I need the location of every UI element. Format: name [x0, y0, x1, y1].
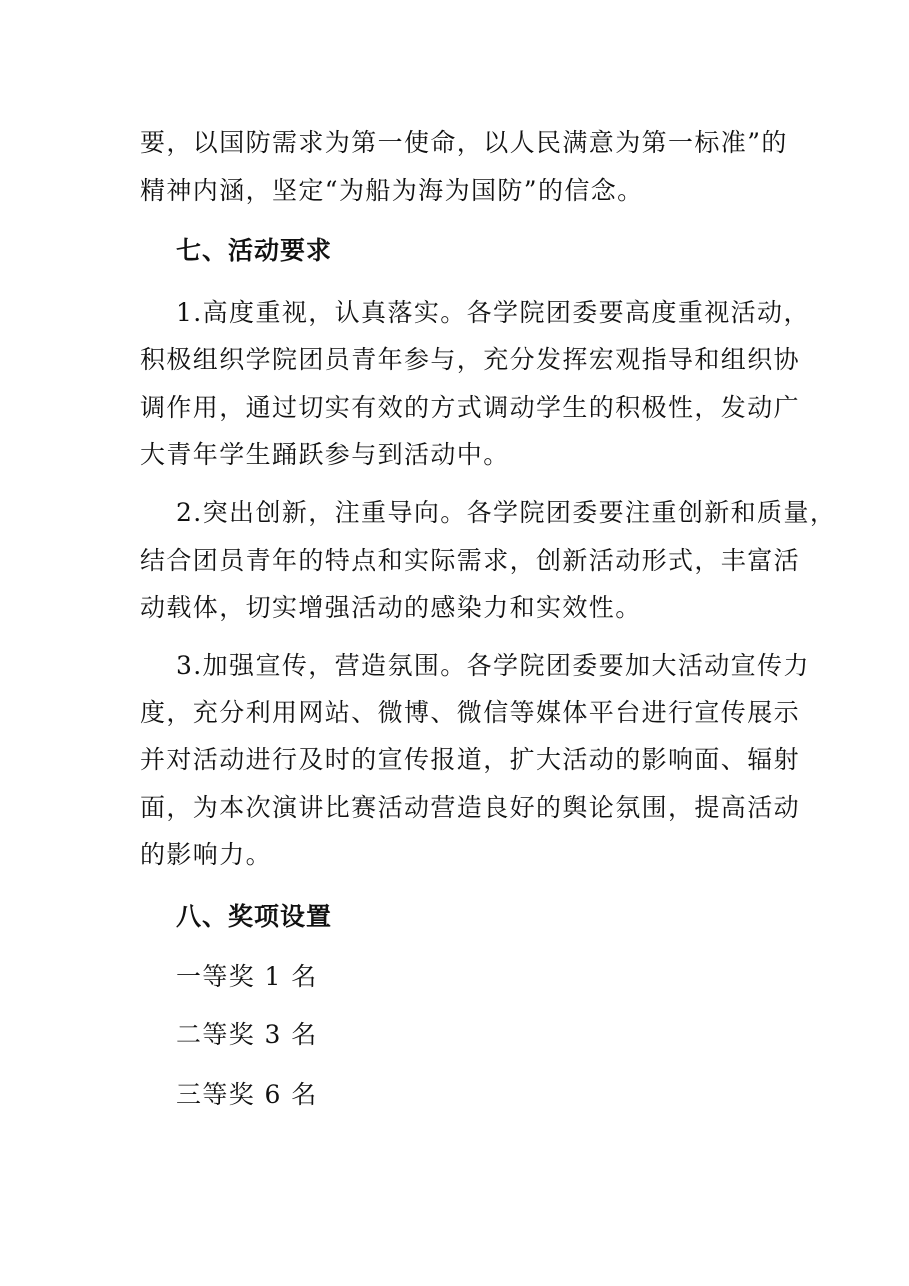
paragraph-line: 精神内涵，坚定“为船为海为国防”的信念。 [140, 176, 644, 205]
paragraph-line: 的影响力。 [140, 840, 273, 869]
paragraph-line: 要，以国防需求为第一使命，以人民满意为第一标准”的 [140, 128, 788, 157]
paragraph-line: 面，为本次演讲比赛活动营造良好的舆论氛围，提高活动 [140, 793, 801, 822]
paragraph-line: 2.突出创新，注重导向。各学院团委要注重创新和质量， [176, 498, 837, 527]
paragraph-line: 3.加强宣传，营造氛围。各学院团委要加大活动宣传力 [176, 651, 810, 680]
award-item-second: 二等奖 3 名 [176, 1020, 318, 1049]
paragraph-line: 大青年学生踊跃参与到活动中。 [140, 440, 510, 469]
paragraph-line: 调作用，通过切实有效的方式调动学生的积极性，发动广 [140, 393, 801, 422]
award-item-first: 一等奖 1 名 [176, 962, 318, 991]
award-item-third: 三等奖 6 名 [176, 1080, 318, 1109]
section-heading-activity-requirements: 七、活动要求 [176, 236, 333, 265]
section-heading-award-settings: 八、奖项设置 [176, 902, 333, 931]
paragraph-line: 积极组织学院团员青年参与，充分发挥宏观指导和组织协 [140, 345, 801, 374]
paragraph-line: 度，充分利用网站、微博、微信等媒体平台进行宣传展示 [140, 698, 801, 727]
paragraph-line: 结合团员青年的特点和实际需求，创新活动形式，丰富活 [140, 546, 801, 575]
paragraph-line: 1.高度重视，认真落实。各学院团委要高度重视活动， [176, 298, 810, 327]
paragraph-line: 动载体，切实增强活动的感染力和实效性。 [140, 593, 642, 622]
paragraph-line: 并对活动进行及时的宣传报道，扩大活动的影响面、辐射 [140, 745, 801, 774]
